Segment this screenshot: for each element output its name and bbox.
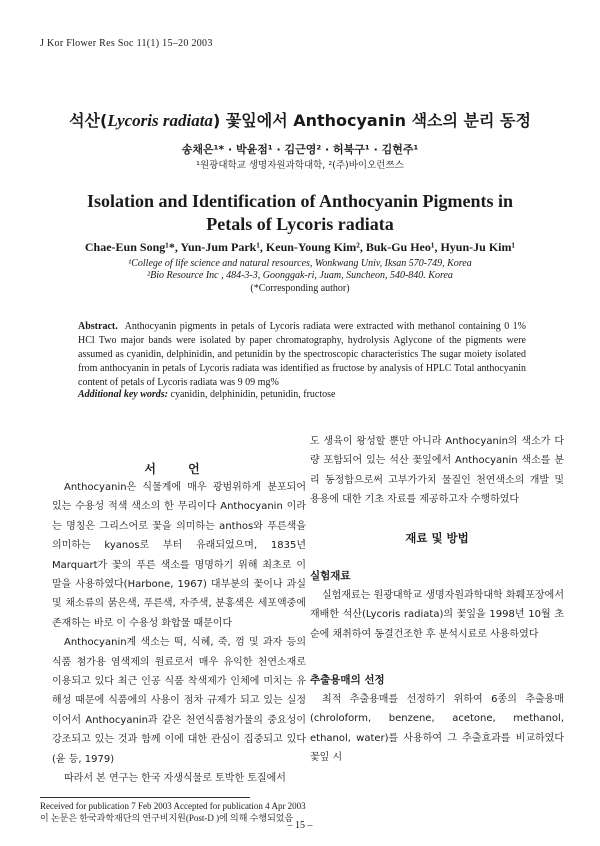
journal-citation: J Kor Flower Res Soc 11(1) 15–20 2003	[40, 38, 213, 49]
materials-paragraph: 실험재료는 원광대학교 생명자원과학대학 화훼포장에서 재배한 석산(Lycoris radiata)의 꽃잎을 1998년 10월 초순에 채취하여 동결건조한 후 분석시료로 사용하였다	[310, 590, 564, 640]
methods-heading: 재료 및 방법	[405, 531, 469, 545]
abstract-text: Anthocyanin pigments in petals of Lycoris radiata were extracted with methanol containing 0 1% HCl Two major bands were isolated by paper chromatography, hydrolysis Aglycone of the pigments were assumed as cyanidin, delphinidin, and petunidin by the spectroscopic characteristics The sugar moiety isolated from anthocyanin in petals of Lycoris radiata was identified as fructose by analysis of HPLC Total anthocyanin content of petals of Lycoris radiata was 9 09 mg%	[78, 321, 527, 388]
footnote-divider	[40, 797, 250, 798]
introduction-continued	[310, 432, 564, 510]
footnote-funding: 이 논문은 한국과학재단의 연구비지원(Post-D )에 의해 수행되었음	[40, 813, 294, 823]
korean-title-post: ) 꽃잎에서 Anthocyanin 색소의 분리 동정	[212, 111, 531, 130]
subheading-materials: 실험재료	[310, 570, 351, 582]
affiliation-2: ²Bio Resource Inc , 484-3-3, Goonggak-ri, Juam, Suncheon, 540-840. Korea	[147, 270, 453, 281]
solvent-paragraph: 최적 추출용매를 선정하기 위하여 6종의 추출용매 (chroloform, benzene, acetone, methanol, ethanol, water)를 사용하여 그 추출효과를 비교하였다 꽃잎 시	[310, 694, 564, 764]
intro-continued-paragraph: 도 생육이 왕성할 뿐만 아니라 Anthocyanin의 색소가 다량 포함되어 있는 석산 꽃잎에서 Anthocyanin 색소를 분리 동정함으로써 고부가가치 물질인 천연색소의 개발 및 용용에 대한 기초 자료를 제공하고자 수행하였다	[310, 436, 564, 506]
english-title-line-1: Isolation and Identification of Anthocyanin Pigments in	[86, 191, 514, 211]
korean-title	[0, 108, 600, 131]
intro-paragraph-2: Anthocyanin계 색소는 떡, 식혜, 죽, 껌 및 과자 등의 식품 첨가용 염색제의 원료로서 매우 유익한 천연소재로 이용되고 있다 최근 인공 식품 착색제가 인체에 미치는 유해성 때문에 식품에의 사용이 점차 규제가 되고 있는 실정이어서 Anthocyanin과 같은 천연식품첨가물의 중요성이 강조되고 있는 것과 함께 이에 대한 관심이 집중되고 있다(윤 등, 1979)	[52, 637, 306, 765]
korean-authors: 송채은¹* · 박윤점¹ · 김근영² · 허북구¹ · 김현주¹	[181, 143, 419, 156]
corresponding-author-note: (*Corresponding author)	[250, 283, 350, 294]
footnote-received: Received for publication 7 Feb 2003 Accepted for publication 4 Apr 2003	[40, 801, 306, 811]
english-affiliation	[0, 258, 600, 282]
korean-affiliation: ¹원광대학교 생명자원과학대학, ²(주)바이오런쯔스	[196, 160, 404, 171]
materials-body	[310, 586, 564, 644]
abstract-label: Abstract.	[78, 321, 118, 332]
keywords-text: cyanidin, delphinidin, petunidin, fructose	[170, 389, 336, 400]
intro-paragraph-1: Anthocyanin은 식물계에 매우 광범위하게 분포되어 있는 수용성 적색 색소의 한 무리이다 Anthocyanin 이라는 명칭은 그리스어로 꽃을 의미하는 anthos와 푸른색을 의미하는 kyanos로 부터 유래되었으며, 1835년 Marquart가 꽃의 푸른 색소를 명명하기 위해 최초로 이 말을 사용하였다(Harbone, 1967) 대부분의 꽃이나 과실 및 채소류의 붉은색, 푸른색, 자주색, 분홍색은 세포액중에 존재하는 바로 이 수용성 화합물 때문이다	[52, 482, 306, 629]
korean-title-species: Lycoris radiata	[107, 111, 213, 130]
intro-paragraph-3: 따라서 본 연구는 한국 자생식물로 토박한 토질에서	[64, 773, 286, 785]
korean-title-pre: 석산(	[69, 111, 108, 130]
english-title-line-2: Petals of Lycoris radiata	[206, 214, 394, 234]
solvent-body	[310, 690, 564, 768]
introduction-body	[52, 478, 306, 789]
abstract	[78, 320, 526, 390]
introduction-heading: 서 언	[144, 462, 214, 476]
page-number: – 15 –	[287, 820, 313, 831]
english-authors: Chae-Eun Song¹*, Yun-Jum Park¹, Keun-Young Kim², Buk-Gu Heo¹, Hyun-Ju Kim¹	[84, 240, 516, 254]
subheading-solvent: 추출용매의 선정	[310, 674, 385, 686]
affiliation-1: ¹College of life science and natural resources, Wonkwang Univ, Iksan 570-749, Korea	[128, 258, 472, 269]
english-title	[0, 190, 600, 236]
keywords-label: Additional key words:	[78, 389, 169, 400]
keywords	[78, 389, 526, 400]
